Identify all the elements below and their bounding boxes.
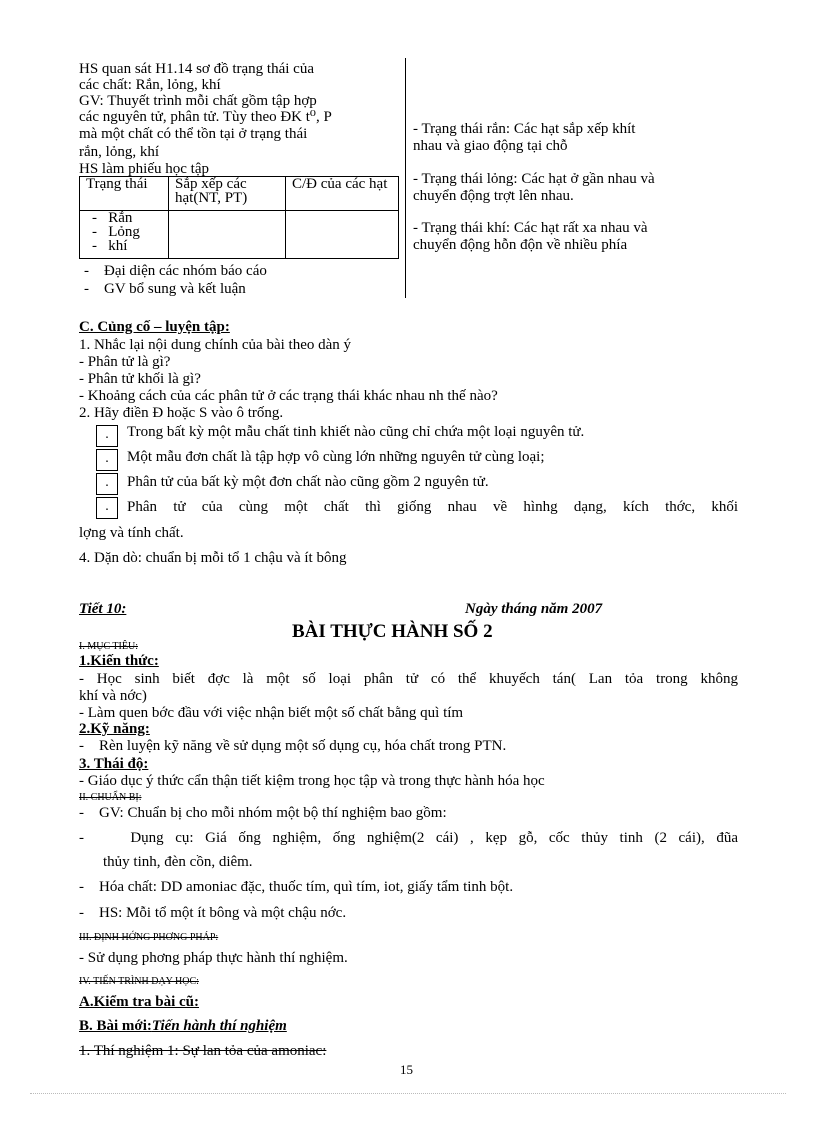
period-label: Tiết 10:	[79, 601, 127, 617]
section-heading: IV. TIẾN TRÌNH DẠY HỌC:	[79, 976, 199, 987]
body-line: - Học sinh biết đợc là một số loại phân tử có thể khuyếch tán( Lan tỏa trong không	[79, 671, 738, 687]
statement: Trong bất kỳ một mẫu chất tinh khiết nào cũng chỉ chứa một loại nguyên tử.	[127, 424, 585, 440]
body-line: - Làm quen bớc đầu với việc nhận biết một số chất bằng quì tím	[79, 705, 464, 721]
right-line: - Trạng thái rắn: Các hạt sắp xếp khít	[413, 121, 636, 137]
review-line: 1. Nhắc lại nội dung chính của bài theo dàn ý	[79, 337, 352, 353]
left-line: HS làm phiếu học tập	[79, 161, 209, 177]
homework-line: 4. Dặn dò: chuẩn bị mỗi tổ 1 chậu và ít bông	[79, 550, 347, 566]
subheading-skills: 2.Kỹ năng:	[79, 721, 150, 737]
table-row	[80, 211, 399, 259]
answer-box[interactable]: .	[96, 449, 118, 471]
after-table-line: - GV bổ sung và kết luận	[84, 281, 246, 297]
left-line: mà một chất có thể tồn tại ở trạng thái	[79, 126, 308, 142]
answer-box[interactable]: .	[96, 497, 118, 519]
empty-cell	[286, 211, 399, 259]
subheading-review: A.Kiểm tra bài cũ:	[79, 994, 199, 1010]
section-heading: III. ĐỊNH HỚNG PHƠNG PHÁP:	[79, 932, 219, 943]
states-cell	[80, 211, 169, 259]
answer-box[interactable]: .	[96, 473, 118, 495]
body-line: - Giáo dục ý thức cẩn thận tiết kiệm trong học tập và trong thực hành hóa học	[79, 773, 545, 789]
statement-continuation: lợng và tính chất.	[79, 525, 184, 541]
right-line: nhau và giao động tại chỗ	[413, 138, 568, 154]
header-cell: Sắp xếp các hạt(NT, PT)	[169, 177, 286, 211]
right-line: chuyển động trợt lên nhau.	[413, 188, 574, 204]
lesson-title: BÀI THỰC HÀNH SỐ 2	[292, 621, 493, 642]
right-line: chuyển động hỗn độn về nhiều phía	[413, 237, 628, 253]
section-heading: II. CHUẨN BỊ:	[79, 792, 142, 803]
review-heading: C. Củng cố – luyện tập:	[79, 319, 230, 335]
statement: Phân tử của cùng một chất thì giống nhau về hìnhg dạng, kích thớc, khối	[127, 499, 738, 515]
column-divider	[405, 58, 406, 298]
left-line: các nguyên tử, phân tử. Tùy theo ĐK t⁰, P	[79, 109, 332, 125]
subheading-knowledge: 1.Kiến thức:	[79, 653, 159, 669]
left-line: các chất: Rắn, lỏng, khí	[79, 77, 221, 93]
review-line: - Khoảng cách của các phân tử ở các trạng thái khác nhau nh thế nào?	[79, 388, 498, 404]
left-line: GV: Thuyết trình mỗi chất gồm tập hợp	[79, 93, 317, 109]
answer-box[interactable]: .	[96, 425, 118, 447]
page-number: 15	[400, 1062, 413, 1077]
right-line: - Trạng thái khí: Các hạt rất xa nhau và	[413, 220, 648, 236]
review-line: - Phân tử khối là gì?	[79, 371, 201, 387]
bullet-line: - Dụng cụ: Giá ống nghiệm, ống nghiệm(2 cái) , kẹp gỗ, cốc thủy tinh (2 cái), đũa	[79, 830, 738, 846]
state-item: - Lỏng	[92, 224, 140, 240]
bullet-line: - GV: Chuẩn bị cho mỗi nhóm một bộ thí nghiệm bao gồm:	[79, 805, 447, 821]
state-item: - khí	[92, 238, 128, 254]
review-line: - Phân tử là gì?	[79, 354, 171, 370]
section-heading: I. MỤC TIÊU:	[79, 641, 138, 652]
body-line: - Sử dụng phơng pháp thực hành thí nghiệm.	[79, 950, 348, 966]
lesson-date: Ngày tháng năm 2007	[465, 601, 603, 617]
experiment-heading: 1. Thí nghiệm 1: Sự lan tỏa của amoniac:	[79, 1043, 327, 1059]
worksheet-table	[79, 176, 399, 259]
header-cell: Trạng thái	[80, 177, 169, 211]
page-edge	[30, 1093, 786, 1094]
body-line: khí và nớc)	[79, 688, 147, 704]
left-line: HS quan sát H1.14 sơ đồ trạng thái của	[79, 61, 314, 77]
bullet-line: - HS: Mỗi tổ một ít bông và một chậu nớc.	[79, 905, 347, 921]
bullet-line: - Rèn luyện kỹ năng về sử dụng một số dụng cụ, hóa chất trong PTN.	[79, 738, 507, 754]
empty-cell	[169, 211, 286, 259]
subheading-new-lesson: B. Bài mới:Tiến hành thí nghiệm	[79, 1018, 287, 1034]
header-cell: C/Đ của các hạt	[286, 177, 399, 211]
right-line: - Trạng thái lỏng: Các hạt ở gần nhau và	[413, 171, 655, 187]
table-header-row	[80, 177, 399, 211]
after-table-line: - Đại diện các nhóm báo cáo	[84, 263, 267, 279]
bullet-line: - Hóa chất: DD amoniac đặc, thuốc tím, quì tím, iot, giấy tẩm tinh bột.	[79, 879, 514, 895]
left-line: rắn, lỏng, khí	[79, 144, 159, 160]
statement: Phân tử của bất kỳ một đơn chất nào cũng gồm 2 nguyên tử.	[127, 474, 489, 490]
subheading-attitude: 3. Thái độ:	[79, 756, 149, 772]
statement: Một mẫu đơn chất là tập hợp vô cùng lớn những nguyên tử cùng loại;	[127, 449, 545, 465]
review-line: 2. Hãy điền Đ hoặc S vào ô trống.	[79, 405, 284, 421]
state-item: - Rắn	[92, 210, 133, 226]
body-line: thủy tinh, đèn cồn, diêm.	[103, 854, 253, 870]
